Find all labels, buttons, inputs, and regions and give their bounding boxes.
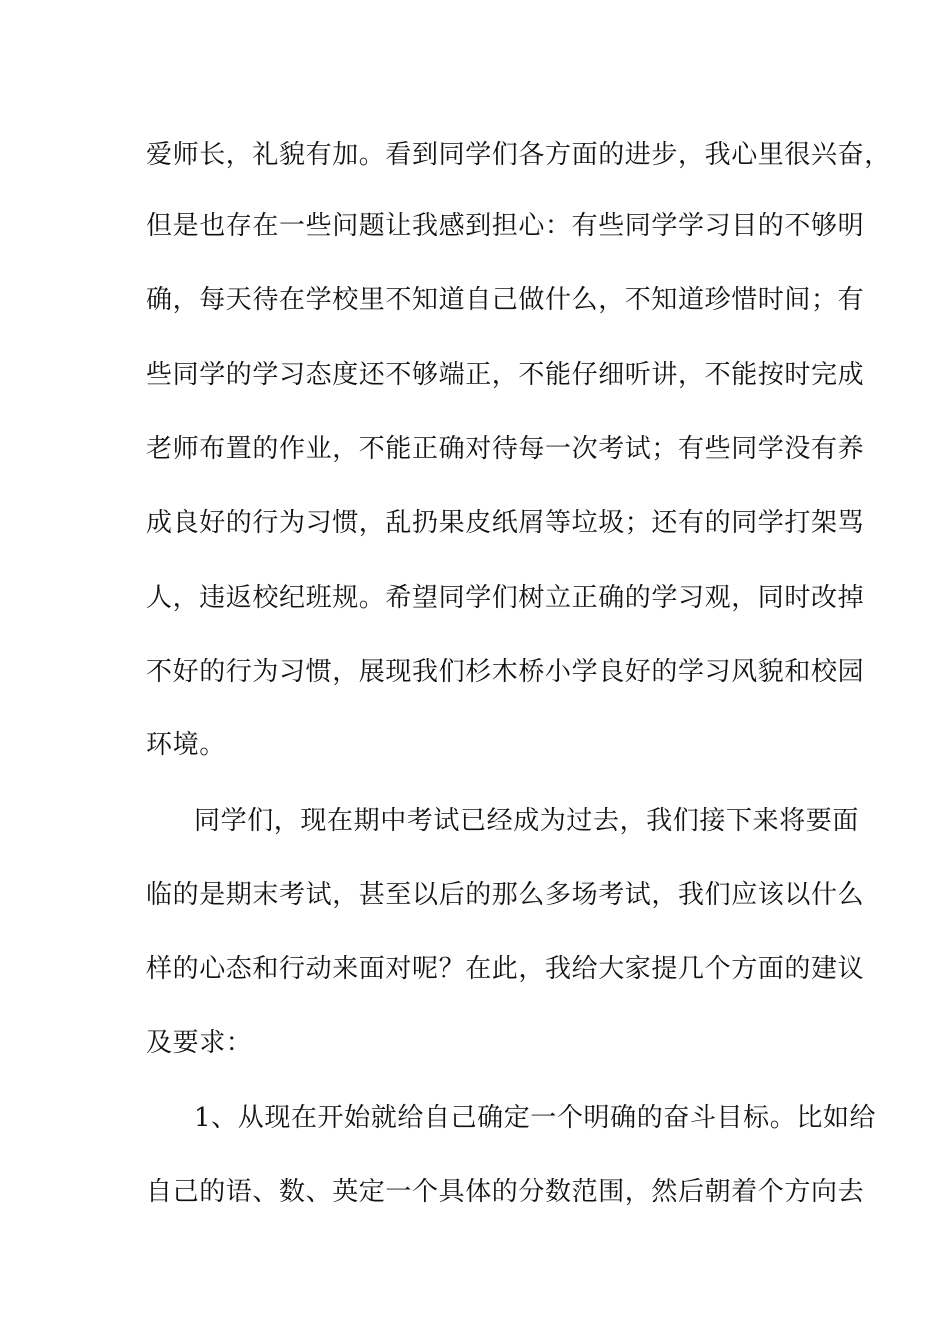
text-line: 环境。	[146, 730, 226, 760]
text-line: 爱师长，礼貌有加。看到同学们各方面的进步，我心里很兴奋，	[146, 140, 891, 170]
text-line: 人，违返校纪班规。希望同学们树立正确的学习观，同时改掉	[146, 583, 865, 613]
text-line: 确，每天待在学校里不知道自己做什么，不知道珍惜时间；有	[146, 285, 865, 315]
text-line: 不好的行为习惯，展现我们杉木桥小学良好的学习风貌和校园	[146, 657, 865, 687]
paragraph-first-line: 同学们，现在期中考试已经成为过去，我们接下来将要面	[194, 806, 860, 836]
text-line: 临的是期末考试，甚至以后的那么多场考试，我们应该以什么	[146, 880, 865, 910]
text-line: 及要求：	[146, 1028, 253, 1058]
list-item-first-line: 1、从现在开始就给自己确定一个明确的奋斗目标。比如给	[194, 1103, 877, 1133]
text-line: 样的心态和行动来面对呢？在此，我给大家提几个方面的建议	[146, 954, 865, 984]
text-line: 成良好的行为习惯，乱扔果皮纸屑等垃圾；还有的同学打架骂	[146, 508, 865, 538]
text-line: 但是也存在一些问题让我感到担心：有些同学学习目的不够明	[146, 211, 865, 241]
text-line: 自己的语、数、英定一个具体的分数范围，然后朝着个方向去	[146, 1177, 865, 1207]
text-line: 老师布置的作业，不能正确对待每一次考试；有些同学没有养	[146, 434, 865, 464]
text-line: 些同学的学习态度还不够端正，不能仔细听讲，不能按时完成	[146, 360, 865, 390]
